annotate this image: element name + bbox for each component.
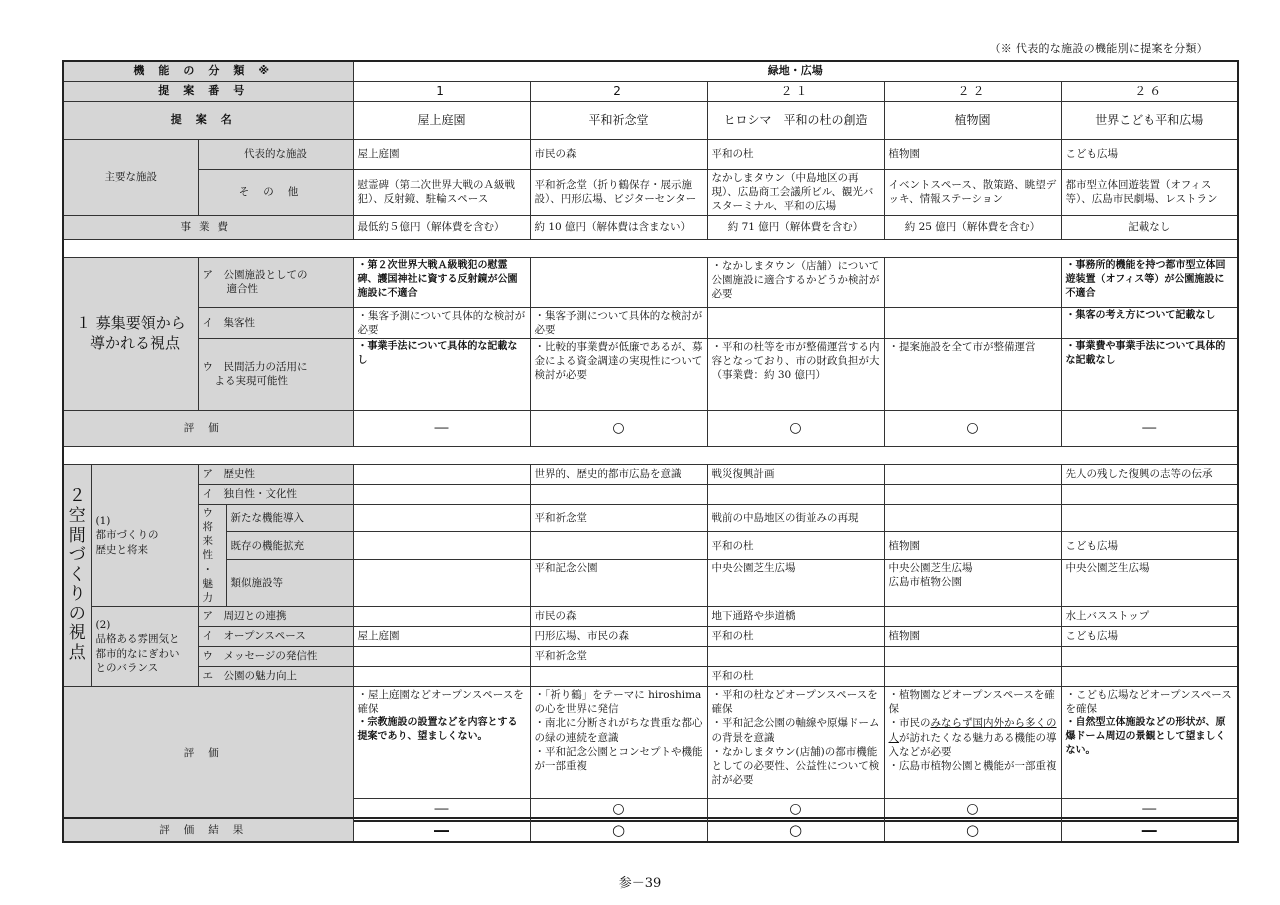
criterion-comment [884,257,1061,307]
criterion-comment: ・集客予測について具体的な検討が必要 [353,307,530,338]
section2-evaluation-label: 評価 [63,687,353,821]
criterion-value [884,647,1061,667]
criterion-value: 平和記念公園 [530,560,707,607]
proposal-number: 1 [353,81,530,101]
criterion-label-line: ウ 民間活力の活用に [202,361,308,374]
section2-title-char: づ [68,545,86,566]
evaluation-mark: ○ [884,410,1061,446]
criterion-value [530,484,707,504]
criterion-value [707,484,884,504]
criterion-value: こども広場 [1061,532,1238,560]
criterion-value [884,560,1061,607]
evaluation-comment-line: ・平和記念公園とコンセプトや機能が一部重複 [534,745,703,772]
future-label [198,504,226,606]
criterion-value [1061,667,1238,687]
evaluation-comment-line: ・平和の杜などオープンスペースを確保 [711,689,878,716]
future-label-line: 将来性 [202,521,213,562]
section2-title-char: の [68,603,86,624]
criterion-label: 類似施設等 [226,560,353,607]
criterion-label: イ オープンスペース [198,627,353,647]
criterion-label: イ 集客性 [198,307,353,338]
evaluation-comment [884,687,1061,799]
criterion-value [353,532,530,560]
criterion-value: 水上バスストップ [1061,607,1238,627]
criterion-value [884,667,1061,687]
result-label: 評価結果 [63,818,353,842]
section2-title [63,464,91,686]
representative-label: 代表的な施設 [198,139,353,169]
section1-title-line: １ 募集要領から [76,314,186,333]
criterion-value [353,484,530,504]
project-cost: 約 25 億円（解体費を含む） [884,215,1061,239]
criterion-value [530,667,707,687]
criterion-value [353,464,530,484]
section2-title-char: ２ [68,486,86,507]
group1-label-line: 歴史と将来 [95,543,148,556]
criterion-value: 地下通路や歩道橋 [707,607,884,627]
evaluation-comment-line [889,716,1057,759]
criterion-value [353,560,530,607]
criterion-value [353,667,530,687]
classification-note: （※ 代表的な施設の機能別に提案を分類） [989,42,1208,55]
criterion-label-line: よる実現可能性 [214,375,288,388]
result-mark: ― [353,818,530,842]
proposal-name: 植物園 [884,101,1061,139]
comment-text: ・市民の [888,717,931,730]
evaluation-comment-line: ・宗教施設の設置などを内容とする提案であり、望ましくない。 [357,717,518,743]
criterion-value-line: 中央公園芝生広場 [888,562,973,575]
criterion-label [198,257,353,307]
proposal-number: 2 [530,81,707,101]
future-label-line: ウ [202,506,213,519]
criterion-value [884,484,1061,504]
evaluation-mark: ○ [707,799,884,821]
evaluation-result-table [62,817,1239,843]
representative-facility: こども広場 [1061,139,1238,169]
representative-facility: 屋上庭園 [353,139,530,169]
evaluation-comment-line: ・こども広場などオープンスペースを確保 [1065,689,1232,716]
criterion-label: 新たな機能導入 [226,504,353,532]
proposal-number: ２２ [884,81,1061,101]
criterion-value: 植物園 [884,627,1061,647]
group1-label-line: 都市づくりの [95,529,159,542]
criterion-value [707,647,884,667]
representative-facility: 市民の森 [530,139,707,169]
group2-label [91,607,198,687]
group1-label-line: (1) [95,515,111,528]
criterion-value: 植物園 [884,532,1061,560]
cost-label: 事業費 [63,215,353,239]
proposal-number: ２６ [1061,81,1238,101]
future-label-line: ・魅力 [202,563,213,604]
criterion-comment [884,307,1061,338]
result-mark: ○ [884,818,1061,842]
evaluation-mark: ○ [884,799,1061,821]
section1-title [63,257,198,410]
criterion-comment: ・事業手法について具体的な記載なし [353,338,530,410]
criterion-label: ア 周辺との連携 [198,607,353,627]
representative-facility: 植物園 [884,139,1061,169]
evaluation-comment-line: ・平和記念公園の軸線や原爆ドームの背景を意識 [711,717,880,744]
group2-label-line: とのバランス [95,661,159,674]
project-cost: 最低約５億円（解体費を含む） [353,215,530,239]
proposal-name: 屋上庭園 [353,101,530,139]
evaluation-mark: ○ [530,410,707,446]
evaluation-table [62,60,1239,822]
criterion-value: 円形広場、市民の森 [530,627,707,647]
criterion-comment: ・事務所的機能を持つ都市型立体回遊装置（オフィス等）が公園施設に不適合 [1061,257,1238,307]
other-facilities: イベントスペース、散策路、眺望デッキ、情報ステーション [884,169,1061,215]
evaluation-comment [1061,687,1238,799]
criterion-value: 市民の森 [530,607,707,627]
evaluation-comment-line: ・植物園などオープンスペースを確保 [888,689,1055,716]
evaluation-mark: ○ [707,410,884,446]
section2-title-char: 空 [68,506,86,527]
criterion-value [884,607,1061,627]
criterion-value: 平和の杜 [707,667,884,687]
evaluation-mark: ― [353,410,530,446]
representative-facility: 平和の杜 [707,139,884,169]
evaluation-comment [530,687,707,799]
group2-label-line: 品格ある雰囲気と [95,633,180,646]
criterion-value [353,504,530,532]
other-facilities: なかしまタウン（中島地区の再現）、広島商工会議所ビル、観光バスターミナル、平和の広場 [707,169,884,215]
group2-label-line: (2) [95,619,111,632]
criterion-value [884,464,1061,484]
evaluation-comment [353,687,530,799]
criterion-value [353,607,530,627]
classification-label: 機能の分類※ [63,61,353,81]
criterion-value: 平和の杜 [707,627,884,647]
criterion-value: 戦前の中島地区の街並みの再現 [707,504,884,532]
criterion-value: 先人の残した復興の志等の伝承 [1061,464,1238,484]
evaluation-comment-line: ・南北に分断されがちな貴重な都心の緑の連続を意識 [534,717,703,744]
result-mark: ○ [707,818,884,842]
criterion-value-line: 広島市植物公園 [888,576,963,589]
criterion-value: 戦災復興計画 [707,464,884,484]
evaluation-comment [707,687,884,799]
project-cost: 約 71 億円（解体費を含む） [707,215,884,239]
comment-underlined-text: みならず国内外から多くの人 [888,717,1057,744]
criterion-value [1061,647,1238,667]
other-facilities-label: その他 [198,169,353,215]
criterion-label: 既存の機能拡充 [226,532,353,560]
section1-title-line: 導かれる視点 [90,333,181,352]
criterion-label-line: 適合性 [226,283,258,295]
section1-evaluation-label: 評価 [63,410,353,446]
criterion-value: こども広場 [1061,627,1238,647]
evaluation-mark: ○ [530,799,707,821]
proposal-number-label: 提案番号 [63,81,353,101]
result-mark: ― [1061,818,1238,842]
criterion-comment: ・集客の考え方について記載なし [1061,307,1238,338]
project-cost: 約 10 億円（解体費は含まない） [530,215,707,239]
criterion-value: 平和祈念堂 [530,647,707,667]
criterion-value [884,504,1061,532]
proposal-number: ２１ [707,81,884,101]
criterion-value [1061,484,1238,504]
evaluation-comment-line: ・屋上庭園などオープンスペースを確保 [357,689,524,716]
evaluation-comment-line: ・広島市植物公園と機能が一部重複 [888,759,1057,772]
section2-title-char: 視 [68,623,86,644]
proposal-name-label: 提案名 [63,101,353,139]
criterion-comment [530,257,707,307]
criterion-label-line: ア 公園施設としての [202,268,308,281]
criterion-label: ア 歴史性 [198,464,353,484]
section2-title-char: 間 [68,525,86,546]
project-cost: 記載なし [1061,215,1238,239]
section2-title-char: 点 [68,642,86,663]
criterion-label: エ 公園の魅力向上 [198,667,353,687]
other-facilities: 都市型立体回遊装置（オフィス等）、広島市民劇場、レストラン [1061,169,1238,215]
proposal-name: 平和祈念堂 [530,101,707,139]
spacer-row [63,239,1238,257]
criterion-comment: ・なかしまタウン（店舗）について公園施設に適合するかどうか検討が必要 [707,257,884,307]
criterion-comment: ・事業費や事業手法について具体的な記載なし [1061,338,1238,410]
group2-label-line: 都市的なにぎわい [95,647,180,660]
criterion-comment: ・第２次世界大戦Ａ級戦犯の慰霊碑、護国神社に資する反射鏡が公園施設に不適合 [353,257,530,307]
criterion-value: 中央公園芝生広場 [1061,560,1238,607]
criterion-value [530,532,707,560]
evaluation-mark: ― [353,799,530,821]
other-facilities: 慰霊碑（第二次世界大戦のＡ級戦犯）、反射鏡、駐輪スペース [353,169,530,215]
page-number: 参－39 [618,876,662,891]
category-heading: 緑地・広場 [353,61,1238,81]
criterion-value: 中央公園芝生広場 [707,560,884,607]
group1-label [91,464,198,606]
section2-title-char: り [68,584,86,605]
evaluation-mark: ― [1061,799,1238,821]
criterion-value [353,647,530,667]
criterion-comment: ・提案施設を全て市が整備運営 [884,338,1061,410]
criterion-value: 屋上庭園 [353,627,530,647]
section2-title-char: く [68,564,86,585]
result-mark: ○ [530,818,707,842]
criterion-label: ウ メッセージの発信性 [198,647,353,667]
comment-text: が訪れたくなる魅力ある機能の導入などが必要 [888,731,1057,758]
criterion-value: 世界的、歴史的都市広島を意識 [530,464,707,484]
criterion-comment: ・集客予測について具体的な検討が必要 [530,307,707,338]
criterion-value [1061,504,1238,532]
proposal-name: ヒロシマ 平和の杜の創造 [707,101,884,139]
evaluation-mark: ― [1061,410,1238,446]
evaluation-comment-line: ・なかしまタウン(店舗)の都市機能としての必要性、公益性について検討が必要 [711,745,880,787]
other-facilities: 平和祈念堂（折り鶴保存・展示施設）、円形広場、ビジターセンター [530,169,707,215]
proposal-name: 世界こども平和広場 [1061,101,1238,139]
criterion-comment [707,307,884,338]
criterion-label: イ 独自性・文化性 [198,484,353,504]
criterion-comment: ・平和の杜等を市が整備運営する内容となっており、市の財政負担が大（事業費：約 30 億円） [707,338,884,410]
criterion-comment: ・比較的事業費が低廉であるが、募金による資金調達の実現性について検討が必要 [530,338,707,410]
criterion-label [198,338,353,410]
evaluation-comment-line: ・自然型立体施設などの形状が、原爆ドーム周辺の景観として望ましくない。 [1065,717,1226,757]
spacer-row [63,446,1238,464]
criterion-value: 平和祈念堂 [530,504,707,532]
evaluation-comment-line: ・「祈り鶴」をテーマに hiroshima の心を世界に発信 [534,689,702,716]
criterion-value: 平和の杜 [707,532,884,560]
main-facilities-label: 主要な施設 [63,139,198,215]
